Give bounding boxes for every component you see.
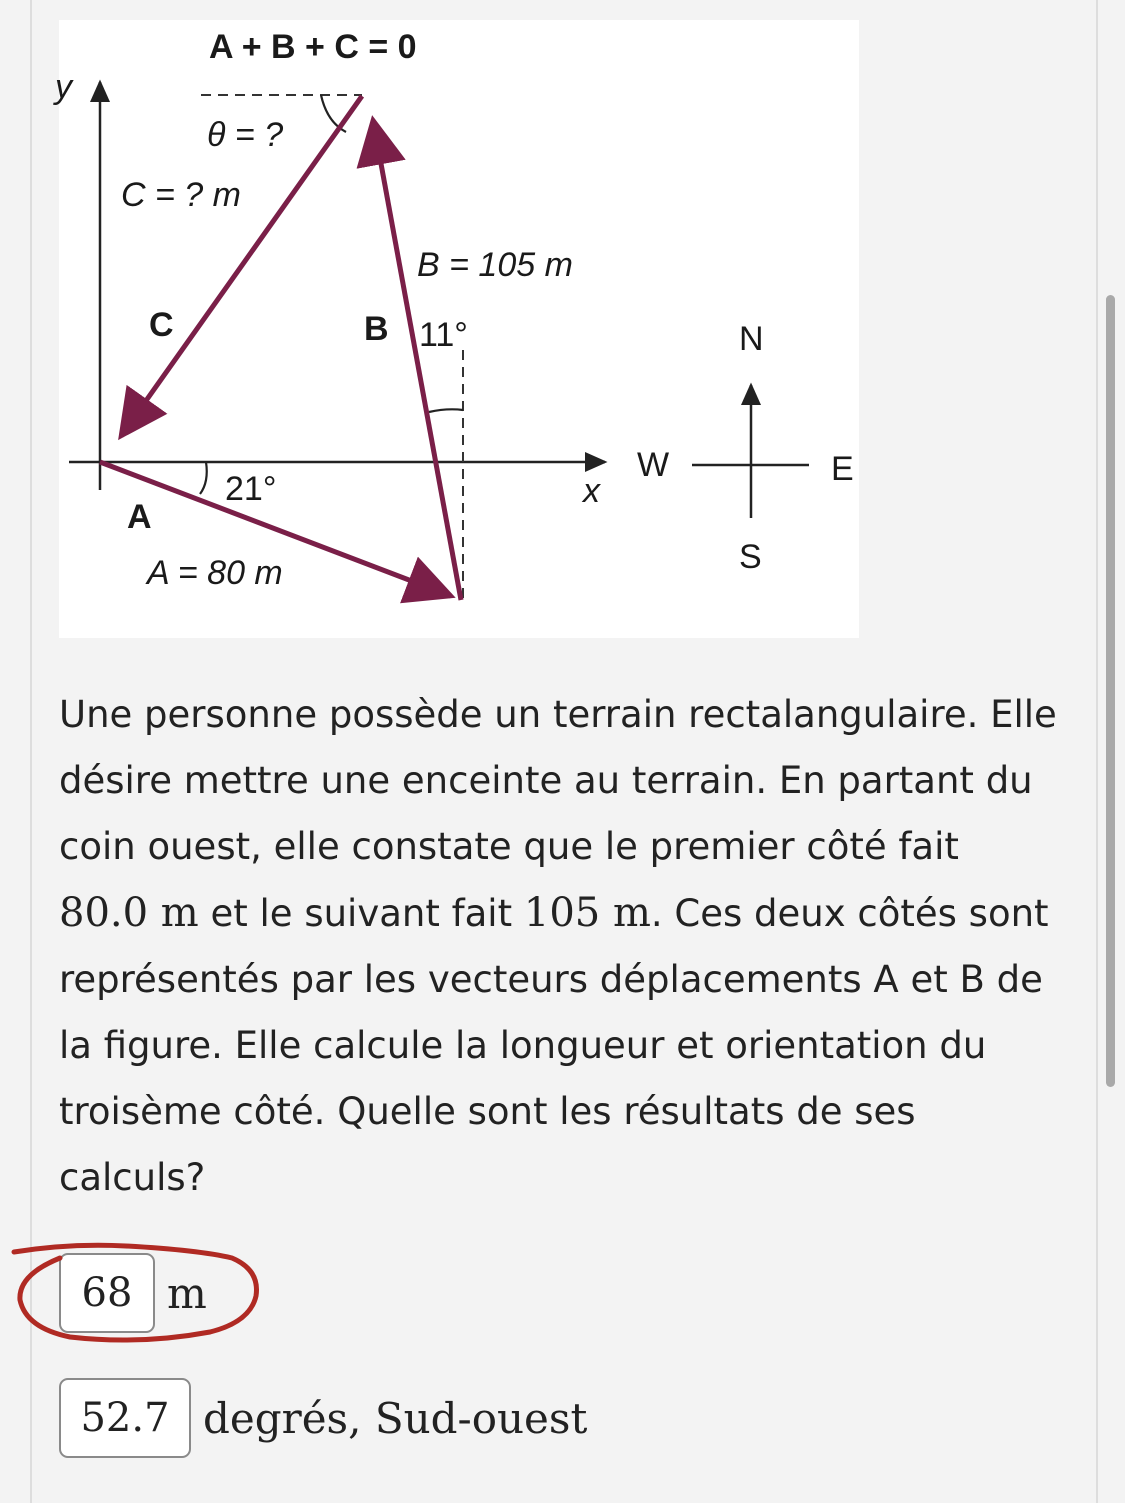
vector-b: [373, 120, 461, 600]
y-axis-label: y: [55, 68, 72, 106]
angle-b-label: 11°: [419, 316, 468, 354]
scrollbar-thumb[interactable]: [1106, 295, 1115, 1087]
answer-input-direction[interactable]: 52.7: [59, 1378, 191, 1458]
vector-b-label: B: [364, 310, 389, 348]
equation-label: A + B + C = 0: [209, 28, 417, 66]
question-text-part2: et le suivant fait: [198, 892, 524, 935]
a-magnitude-label: A = 80 m: [147, 554, 283, 592]
x-axis-label: x: [583, 472, 600, 510]
angle-a-label: 21°: [225, 470, 277, 508]
compass-west-label: W: [637, 446, 670, 484]
question-text: [59, 682, 1059, 1211]
compass-north-label: N: [739, 320, 764, 358]
answer-row-length: [59, 1253, 207, 1333]
value-first-side: 80.0 m: [59, 890, 199, 936]
compass-east-label: E: [831, 450, 854, 488]
question-text-part1: Une personne possède un terrain rectalangulaire. Elle désire mettre une enceinte au terrain. En partant du coin ouest, elle constate que le premier côté fait: [59, 693, 1057, 868]
compass-south-label: S: [739, 538, 762, 576]
value-second-side: 105 m: [523, 890, 651, 936]
answer-unit-length: m: [167, 1268, 207, 1318]
angle-a-arc: [200, 462, 207, 494]
theta-label: θ = ?: [207, 116, 284, 154]
b-magnitude-label: B = 105 m: [417, 246, 573, 284]
c-magnitude-label: C = ? m: [121, 176, 241, 214]
answer-row-direction: [59, 1378, 587, 1458]
vector-c-label: C: [149, 306, 174, 344]
angle-b-arc: [429, 409, 463, 412]
question-text-part3: . Ces deux côtés sont représentés par les vecteurs déplacements A et B de la figure. Elle calcule la longueur et orientation du troisème côté. Quelle sont les résultats de ses calculs?: [59, 892, 1049, 1199]
vector-diagram: [55, 20, 859, 638]
answer-input-length[interactable]: 68: [59, 1253, 155, 1333]
vector-a-label: A: [127, 498, 152, 536]
answer-unit-direction: degrés, Sud-ouest: [203, 1393, 588, 1443]
